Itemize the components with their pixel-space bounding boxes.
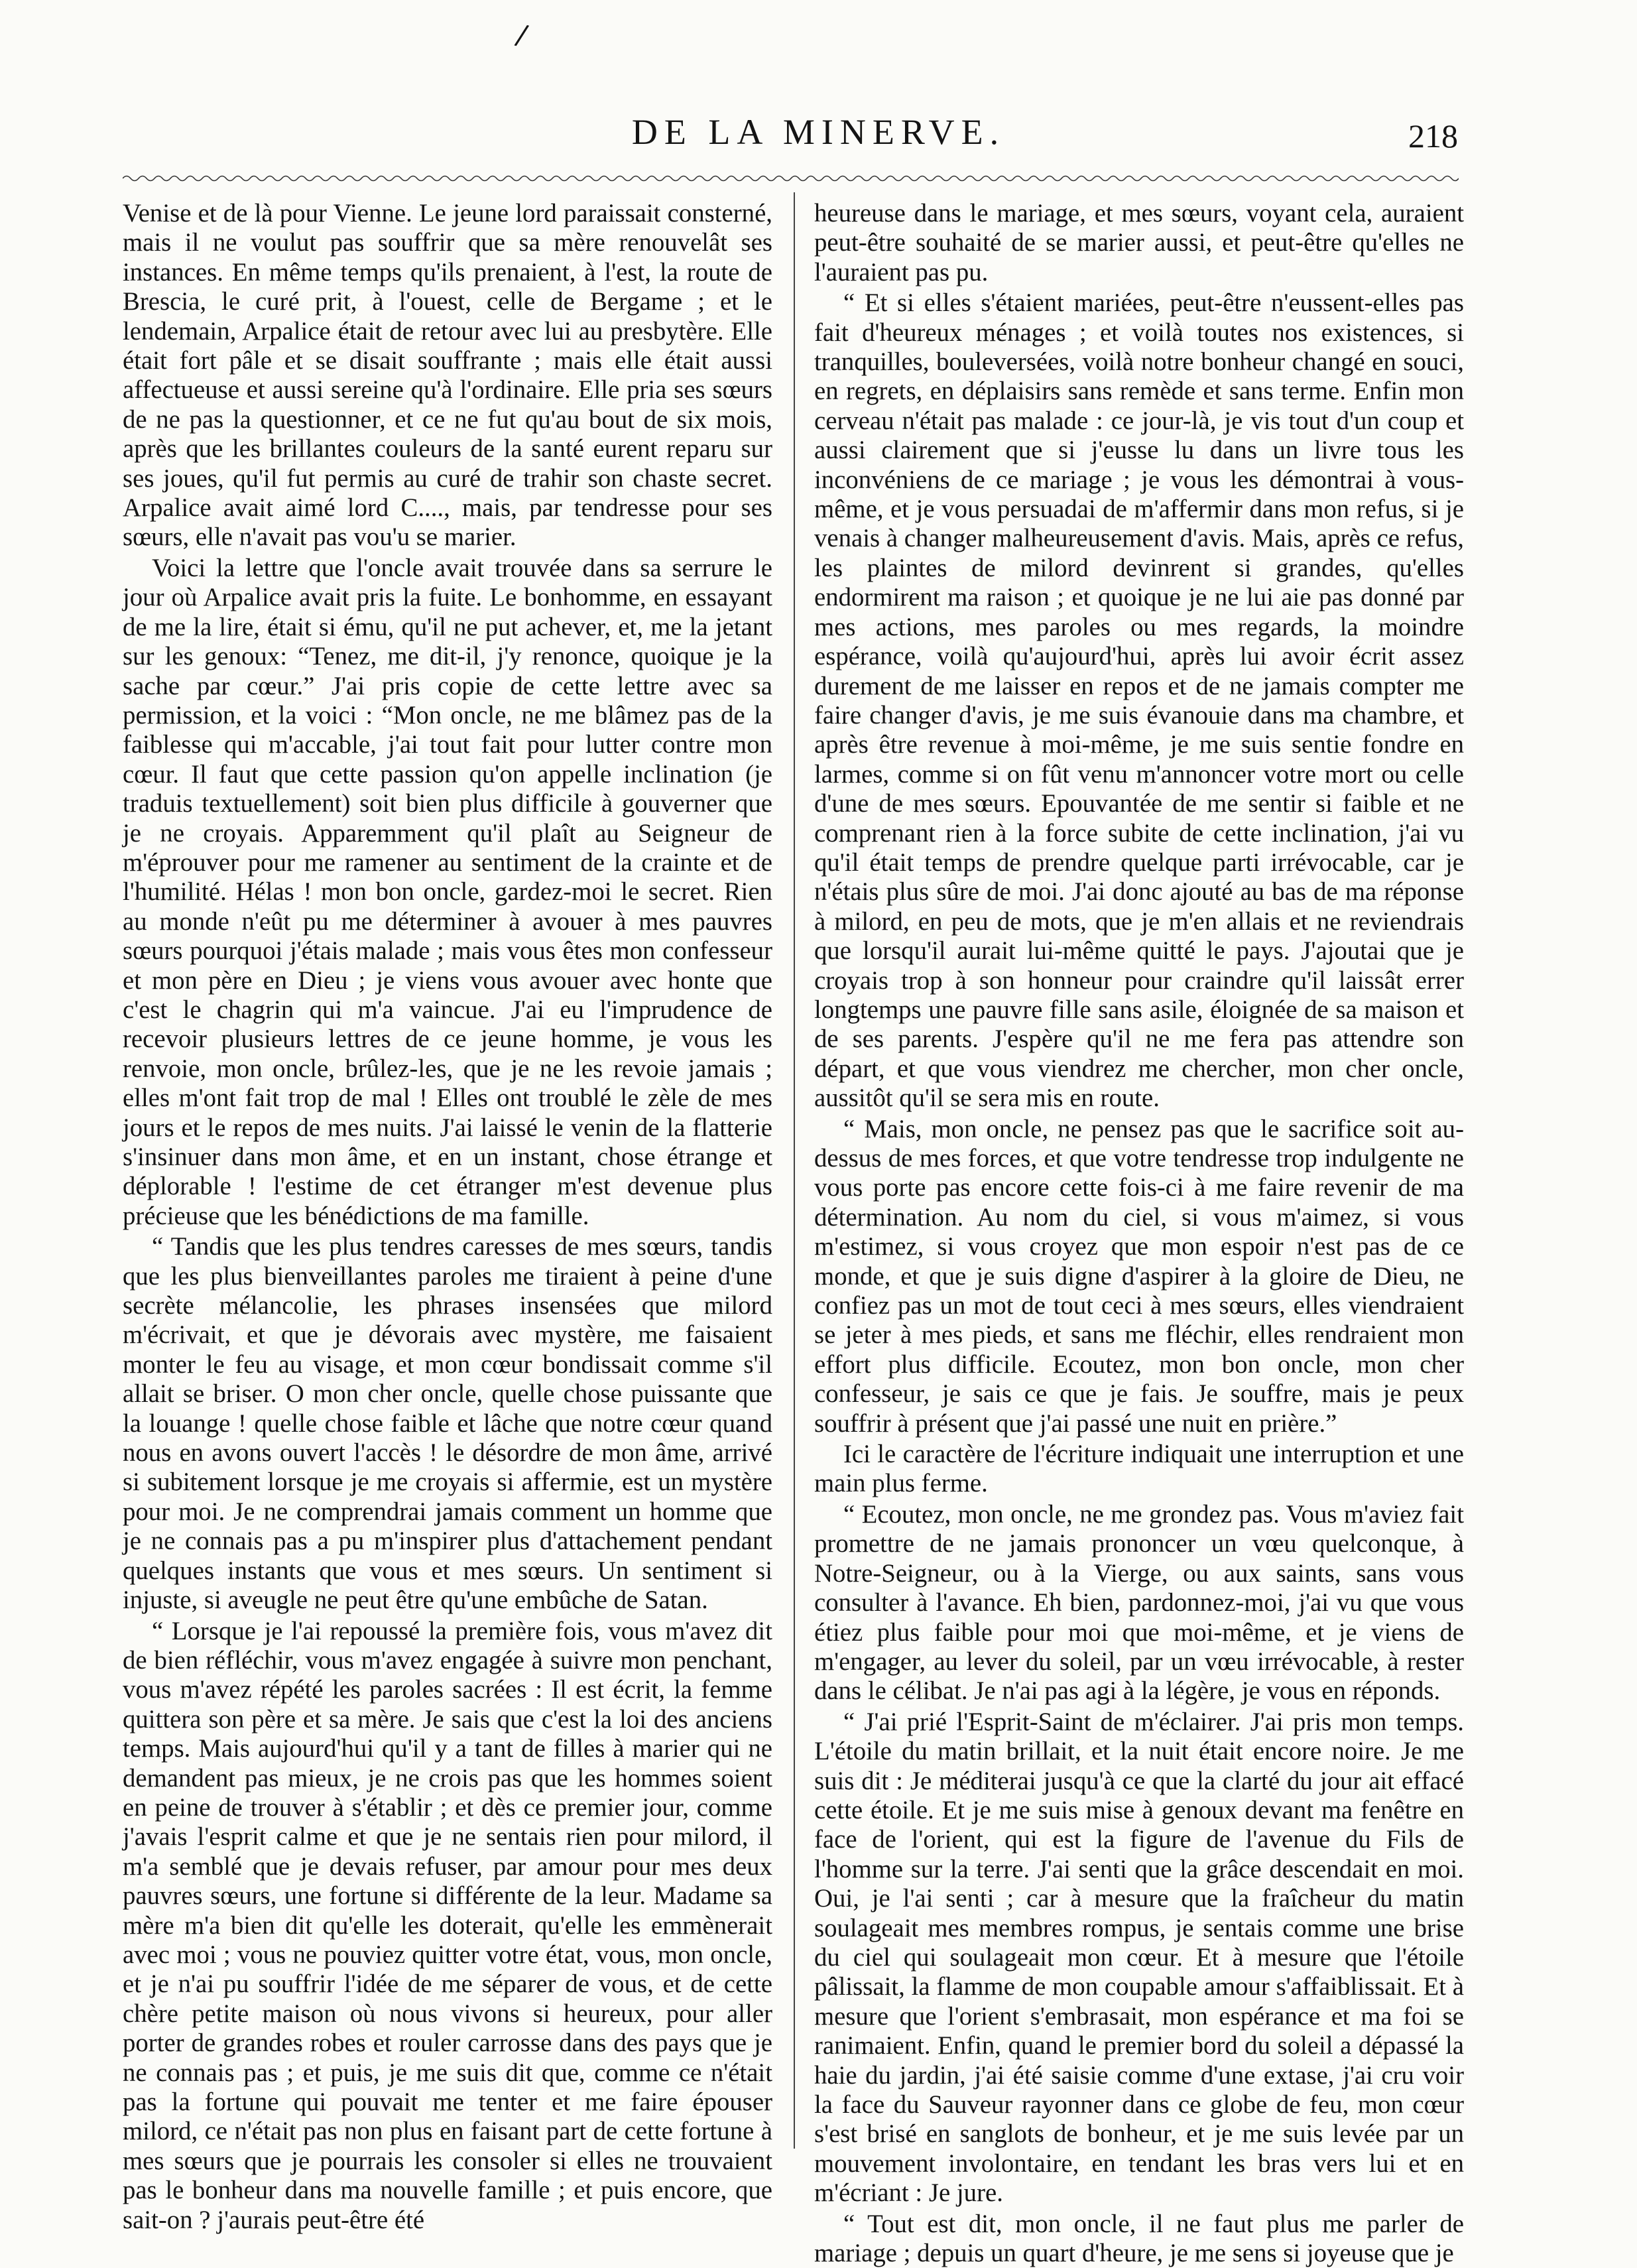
paragraph: Ici le caractère de l'écriture indiquait une interruption et une main plus ferme. [814, 1440, 1464, 1498]
left-column [123, 199, 772, 2235]
column-divider [794, 192, 795, 2149]
right-column [814, 199, 1464, 2268]
paragraph: “ Tout est dit, mon oncle, il ne faut plus me parler de mariage ; depuis un quart d'heure, je me sens si joyeuse que je [814, 2209, 1464, 2268]
paragraph: “ Ecoutez, mon oncle, ne me grondez pas. Vous m'aviez fait promettre de ne jamais prononcer un vœu quelconque, à Notre-Seigneur, ou à la Vierge, ou aux saints, sans vous consulter à l'avance. Eh bien, pardonnez-moi, j'ai vu que vous étiez plus faible pour moi que moi-même, et je viens de m'engager, au lever du soleil, par un vœu irrévocable, à rester dans le célibat. Je n'ai pas agi à la légère, je vous en réponds. [814, 1499, 1464, 1706]
paragraph: “ Mais, mon oncle, ne pensez pas que le sacrifice soit au-dessus de mes forces, et que votre tendresse trop indulgente ne vous porte pas encore cette fois-ci à me faire revenir de ma détermination. Au nom du ciel, si vous m'aimez, si vous m'estimez, si vous croyez que mon espoir n'est pas de ce monde, et que je suis digne d'aspirer à la gloire de Dieu, ne confiez pas un mot de tout ceci à mes sœurs, elles viendraient se jeter à mes pieds, et sans me fléchir, elles rendraient mon effort plus difficile. Ecoutez, mon bon oncle, mon cher confesseur, je sais ce que je fais. Je souffre, mais je peux souffrir à présent que j'ai passé une nuit en prière.” [814, 1114, 1464, 1438]
paragraph: Venise et de là pour Vienne. Le jeune lord paraissait consterné, mais il ne voulut pas souffrir que sa mère renouvelât ses instances. En même temps qu'ils prenaient, à l'est, la route de Brescia, le curé prit, à l'ouest, celle de Bergame ; et le lendemain, Arpalice était de retour avec lui au presbytère. Elle était fort pâle et se disait souffrante ; mais elle était aussi affectueuse et aussi sereine qu'à l'ordinaire. Elle pria ses sœurs de ne pas la questionner, et ce ne fut qu'au bout de six mois, après que les brillantes couleurs de la santé eurent reparu sur ses joues, qu'il fut permis au curé de trahir son chaste secret. Arpalice avait aimé lord C...., mais, par tendresse pour ses sœurs, elle n'avait pas vou'u se marier. [123, 199, 772, 552]
ornamental-rule [123, 174, 1459, 183]
running-header [0, 111, 1637, 171]
ink-mark: / [513, 18, 531, 52]
paragraph: Voici la lettre que l'oncle avait trouvée dans sa serrure le jour où Arpalice avait pris la fuite. Le bonhomme, en essayant de me la lire, était si ému, qu'il ne put achever, et, me la jetant sur les genoux: “Tenez, me dit-il, j'y renonce, quoique je la sache par cœur.” J'ai pris copie de cette lettre avec sa permission, et la voici : “Mon oncle, ne me blâmez pas de la faiblesse qui m'accable, j'ai tout fait pour lutter contre mon cœur. Il faut que cette passion qu'on appelle inclination (je traduis textuellement) soit bien plus difficile à gouverner que je ne croyais. Apparemment qu'il plaît au Seigneur de m'éprouver pour me ramener au sentiment de la crainte et de l'humilité. Hélas ! mon bon oncle, gardez-moi le secret. Rien au monde n'eût pu me déterminer à avouer à mes pauvres sœurs pourquoi j'étais malade ; mais vous êtes mon confesseur et mon père en Dieu ; je viens vous avouer avec honte que c'est le chagrin qui m'a vaincue. J'ai eu l'imprudence de recevoir plusieurs lettres de ce jeune homme, je vous les renvoie, mon oncle, brûlez-les, que je ne les revoie jamais ; elles m'ont fait trop de mal ! Elles ont troublé le zèle de mes jours et le repos de mes nuits. J'ai laissé le venin de la flatterie s'insinuer dans mon âme, et en un instant, chose étrange et déplorable ! l'estime de cet étranger m'est devenue plus précieuse que les bénédictions de ma famille. [123, 553, 772, 1230]
paragraph: “ Lorsque je l'ai repoussé la première fois, vous m'avez dit de bien réfléchir, vous m'avez engagée à suivre mon penchant, vous m'avez répété les paroles sacrées : Il est écrit, la femme quittera son père et sa mère. Je sais que c'est la loi des anciens temps. Mais aujourd'hui qu'il y a tant de filles à marier qui ne demandent pas mieux, je ne crois pas que les hommes soient en peine de trouver à s'établir ; et dès ce premier jour, comme j'avais l'esprit calme et que je ne sentais rien pour milord, il m'a semblé que je devais refuser, par amour pour mes deux pauvres sœurs, une fortune si différente de la leur. Madame sa mère m'a bien dit qu'elle les doterait, qu'elle les emmènerait avec moi ; vous ne pouviez quitter votre état, vous, mon oncle, et je n'ai pu souffrir l'idée de me séparer de vous, et de cette chère petite maison où nous vivons si heureux, pour aller porter de grandes robes et rouler carrosse dans des pays que je ne connais pas ; et puis, je me suis dit que, comme ce n'était pas la fortune qui pouvait me tenter et me faire épouser milord, ce n'était pas non plus en faisant part de cette fortune à mes sœurs que je pourrais les consoler si elles ne trouvaient pas le bonheur dans ma nouvelle famille ; et puis encore, que sait-on ? j'aurais peut-être été [123, 1616, 772, 2234]
journal-title: DE LA MINERVE. [631, 112, 1006, 152]
paragraph: “ Et si elles s'étaient mariées, peut-être n'eussent-elles pas fait d'heureux ménages ; et voilà toutes nos existences, si tranquilles, bouleversées, voilà notre bonheur changé en souci, en regrets, en déplaisirs sans remède et sans terme. Enfin mon cerveau n'était pas malade : ce jour-là, je vis tout d'un coup et aussi clairement que si j'eusse lu dans un livre tous les inconvéniens de ce mariage ; je vous les démontrai à vous-même, et je vous persuadai de m'affermir dans mon refus, si je venais à changer malheureusement d'avis. Mais, après ce refus, les plaintes de milord devinrent si grandes, qu'elles endormirent ma raison ; et quoique je ne lui aie pas donné par mes actions, mes paroles ou mes regards, la moindre espérance, voilà qu'aujourd'hui, après lui avoir écrit assez durement de me laisser en repos et de ne jamais compter me faire changer d'avis, je me suis évanouie dans ma chambre, et après être revenue à moi-même, je me suis sentie fondre en larmes, comme si on fût venu m'annoncer votre mort ou celle d'une de mes sœurs. Epouvantée de me sentir si faible et ne comprenant rien à la force subite de cette inclination, j'ai vu qu'il était temps de prendre quelque parti irrévocable, car je n'étais plus sûre de moi. J'ai donc ajouté au bas de ma réponse à milord, en peu de mots, que je m'en allais et ne reviendrais que lorsqu'il aurait lui-même quitté le pays. J'ajoutai que je croyais trop à son honneur pour craindre qu'il laissât errer longtemps une pauvre fille sans asile, éloignée de sa maison et de ses parents. J'espère qu'il ne me fera pas attendre son départ, et que vous viendrez me chercher, mon cher oncle, aussitôt qu'il se sera mis en route. [814, 288, 1464, 1113]
paragraph: “ Tandis que les plus tendres caresses de mes sœurs, tandis que les plus bienveillantes paroles me tiraient à peine d'une secrète mélancolie, les phrases insensées que milord m'écrivait, et que je dévorais avec mystère, me faisaient monter le feu au visage, et mon cœur bondissait comme s'il allait se briser. O mon cher oncle, quelle chose puissante que la louange ! quelle chose faible et lâche que notre cœur quand nous en avons ouvert l'accès ! le désordre de mon âme, arrivé si subitement lorsque je me croyais si affermie, est un mystère pour moi. Je ne comprendrai jamais comment un homme que je ne connais pas a pu m'inspirer plus d'attachement pendant quelques instants que vous et mes sœurs. Un sentiment si injuste, si aveugle ne peut être qu'une embûche de Satan. [123, 1232, 772, 1615]
page-number: 218 [1408, 117, 1458, 155]
paragraph: “ J'ai prié l'Esprit-Saint de m'éclairer. J'ai pris mon temps. L'étoile du matin brillait, et la nuit était encore noire. Je me suis dit : Je méditerai jusqu'à ce que la clarté du jour ait effacé cette étoile. Et je me suis mise à genoux devant ma fenêtre en face de l'orient, qui est la figure de l'avenue du Fils de l'homme sur la terre. J'ai senti que la grâce descendait en moi. Oui, je l'ai senti ; car à mesure que la fraîcheur du matin soulageait mes membres rompus, je sentais comme une brise du ciel qui soulageait mon cœur. Et à mesure que l'étoile pâlissait, la flamme de mon coupable amour s'affaiblissait. Et à mesure que l'orient s'embrasait, mon espérance et ma foi se ranimaient. Enfin, quand le premier bord du soleil a dépassé la haie du jardin, j'ai été saisie comme d'une extase, j'ai cru voir la face du Sauveur rayonner dans ce globe de feu, mon cœur s'est brisé en sanglots de bonheur, et je me suis levée par un mouvement involontaire, en tendant les bras vers lui et en m'écriant : Je jure. [814, 1707, 1464, 2208]
paragraph: heureuse dans le mariage, et mes sœurs, voyant cela, auraient peut-être souhaité de se marier aussi, et peut-être qu'elles ne l'auraient pas pu. [814, 199, 1464, 286]
